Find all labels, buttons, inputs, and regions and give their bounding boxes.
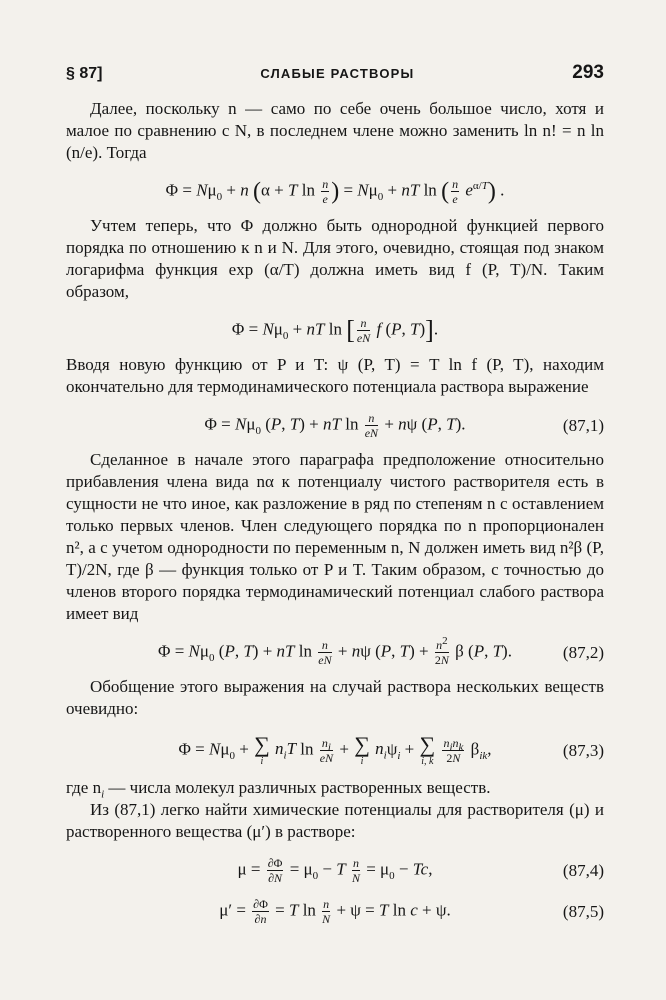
page-body bbox=[66, 98, 604, 935]
paragraph-expansion: Сделанное в начале этого параграфа предположение относительно прибавления члена вида nα к потенциалу чистого растворителя есть в сущности не что иное, как разложение в ряд по степеням n с оставлением только первых членов. Член следующего порядка по n пропорционален n², а с учетом однородности по переменным n, N должен иметь вид n²β (P, T)/2N, где β — функция только от P и T. Таким образом, с точностью до членов второго порядка термодинамический потенциал слабого раствора имеет вид bbox=[66, 450, 604, 623]
paragraph-generalization: Обобщение этого выражения на случай раствора нескольких веществ очевидно: bbox=[66, 677, 604, 718]
equation-87-5: μ′ = $\frac{\partial\Phi}{\partial n}$ = T ln $\frac{n}{N}$ + ψ = T ln c + ψ. (87,5) bbox=[219, 897, 604, 926]
page-number: 293 bbox=[572, 62, 604, 83]
equation-87-3: $\Phi = N\mu_0$ + ∑ i $n_iT$ ln $\frac{n_i}{eN}$ + ∑ i $n_i\psi_i$ + ∑ i, k $n_in_k$ 2N $\beta_{ik}$, (87,3) bbox=[178, 732, 604, 767]
equation-87-2: $\Phi = N\mu_0$ (P, T) + nT ln $\frac{n}{eN}$ + nψ (P, T) + $\frac{n^2}{2N}$ β (P, T). (87,2) bbox=[158, 635, 604, 667]
equation-number: (87,3) bbox=[562, 740, 604, 760]
page-header bbox=[66, 62, 604, 88]
paragraph-chemical-potentials: Из (87,1) легко найти химические потенциалы для растворителя (μ) и растворенного вещества (μ′) в растворе: bbox=[66, 800, 604, 841]
paragraph-intro: Далее, поскольку n — само по себе очень большое число, хотя и малое по сравнению с N, в последнем члене можно заменить ln n! = n ln (n/e). Тогда bbox=[66, 99, 604, 162]
paragraph-new-function: Вводя новую функцию от P и T: ψ (P, T) = T ln f (P, T), находим окончательно для термодинамического потенциала раствора выражение bbox=[66, 355, 604, 396]
equation-phi-f: $\Phi = N\mu_0$ + nT ln [ $\frac{n}{eN}$ f (P, T)]. bbox=[231, 315, 439, 345]
equation-phi-alpha: $\Phi = N\mu_0 + n$ (α + T ln $\frac{n}{e}$ ) = $N\mu_0$ + nT ln ( $\frac{n}{e}$ $e^{\alpha/T}$) . bbox=[165, 177, 505, 206]
equation-number: (87,1) bbox=[562, 415, 604, 435]
equation-87-4: μ = $\frac{\partial\Phi}{\partial N}$ = $\mu_0 - T$ $\frac{n}{N}$ = $\mu_0 - Tc$, (87,4) bbox=[237, 856, 604, 885]
running-title: СЛАБЫЕ РАСТВОРЫ bbox=[260, 66, 415, 81]
equation-number: (87,2) bbox=[562, 642, 604, 662]
section-reference: § 87] bbox=[66, 65, 103, 82]
paragraph-homogeneity: Учтем теперь, что Φ должно быть однородной функцией первого порядка по отношению к n и N. Для этого, очевидно, стоящая под знаком логарифма функция exp (α/T) должна иметь вид f (P, T)/N. Таким образом, bbox=[66, 216, 604, 301]
equation-number: (87,4) bbox=[562, 860, 604, 880]
equation-87-1: $\Phi = N\mu_0$ (P, T) + nT ln $\frac{n}{eN}$ + nψ (P, T). (87,1) bbox=[204, 411, 604, 440]
equation-number: (87,5) bbox=[562, 901, 604, 921]
paragraph-where: где $n_i$ — числа молекул различных растворенных веществ. bbox=[66, 778, 491, 801]
